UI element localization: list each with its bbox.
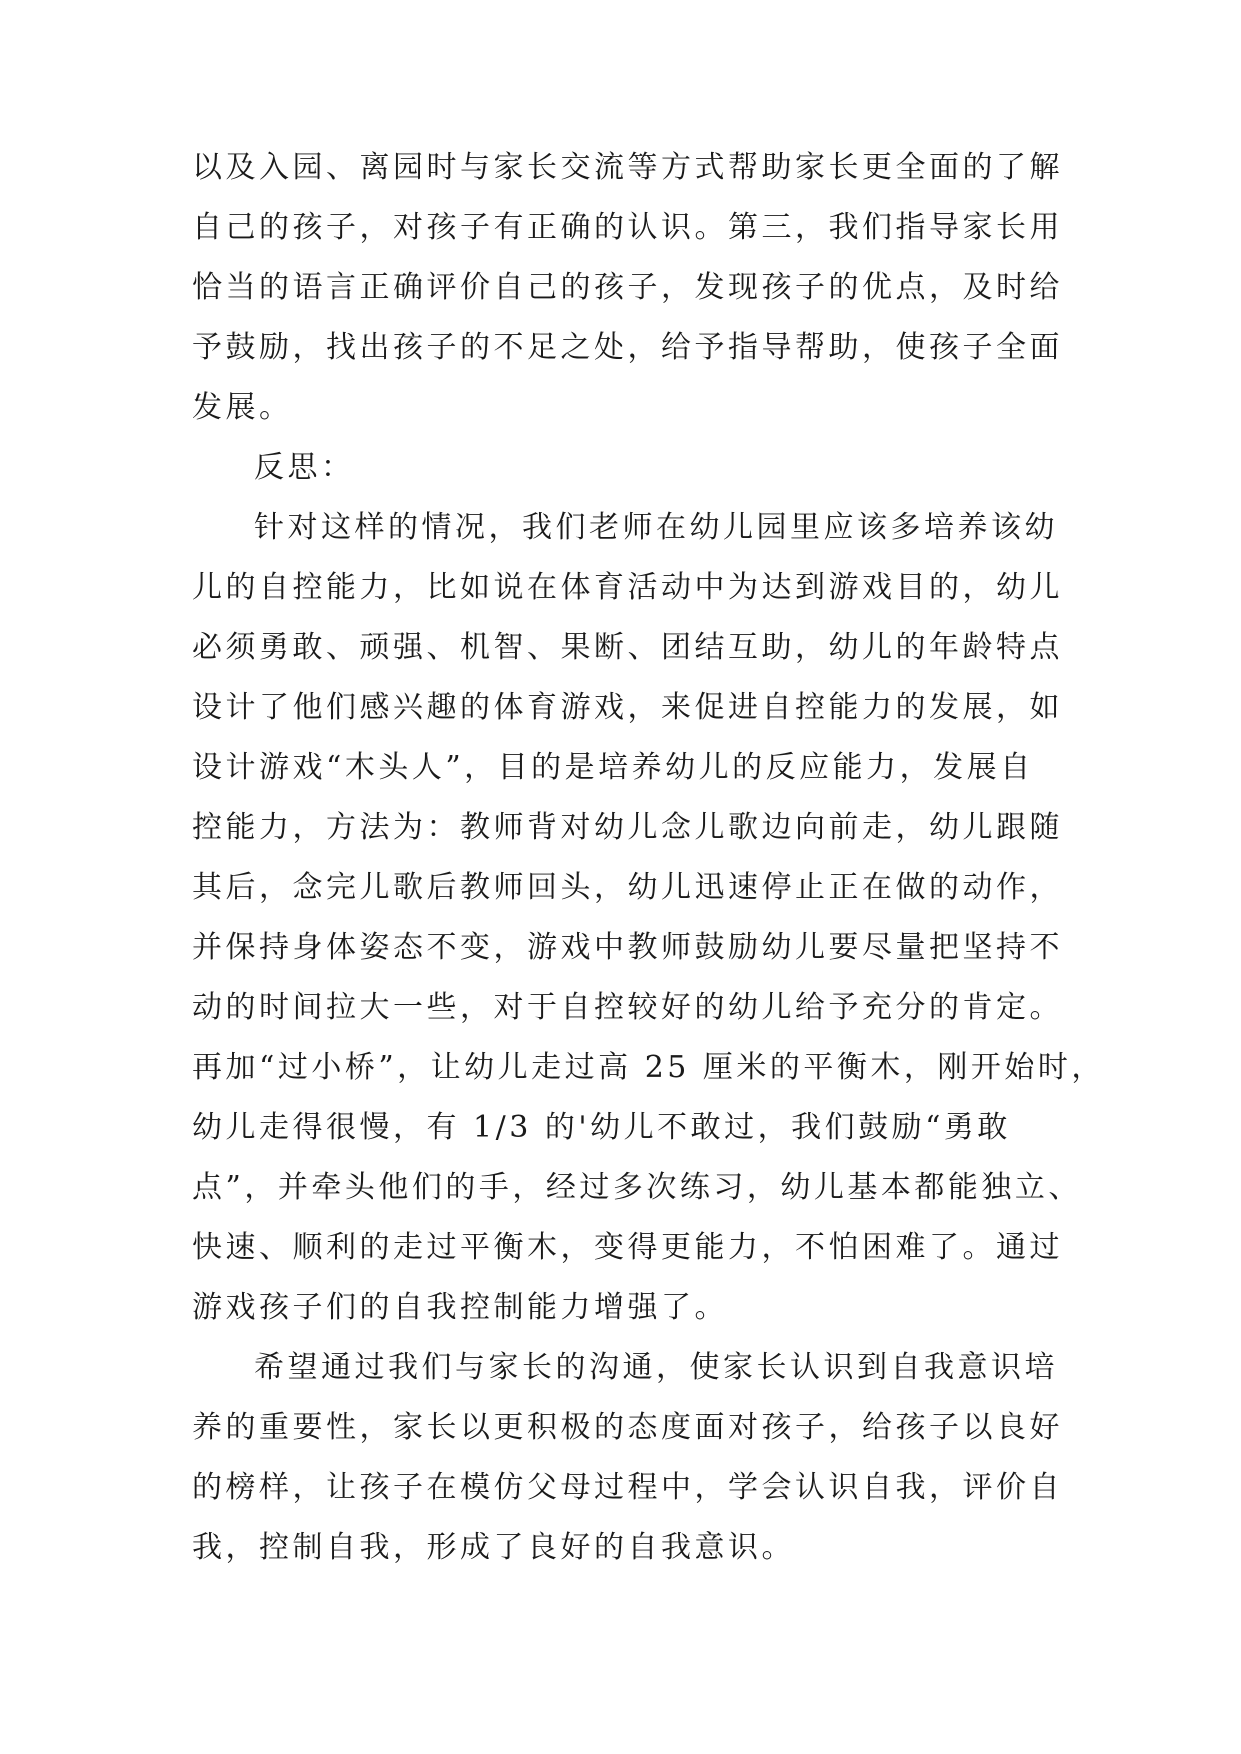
body-text-line: 再加“过小桥”，让幼儿走过高 25 厘米的平衡木，刚开始时，	[192, 1050, 1105, 1085]
body-text-line: 控能力，方法为：教师背对幼儿念儿歌边向前走，幼儿跟随	[192, 810, 1063, 845]
body-text-line: 自己的孩子，对孩子有正确的认识。第三，我们指导家长用	[192, 210, 1063, 245]
body-text-line: 养的重要性，家长以更积极的态度面对孩子，给孩子以良好	[192, 1410, 1063, 1445]
body-text-line: 必须勇敢、顽强、机智、果断、团结互助，幼儿的年龄特点	[192, 630, 1063, 665]
body-text-line: 并保持身体姿态不变，游戏中教师鼓励幼儿要尽量把坚持不	[192, 930, 1063, 965]
section-heading: 反思：	[254, 450, 355, 485]
body-text-line: 其后，念完儿歌后教师回头，幼儿迅速停止正在做的动作，	[192, 870, 1063, 905]
body-text-line: 设计了他们感兴趣的体育游戏，来促进自控能力的发展，如	[192, 690, 1063, 725]
body-text-line: 设计游戏“木头人”，目的是培养幼儿的反应能力，发展自	[192, 750, 1034, 785]
body-text-line: 发展。	[192, 390, 293, 425]
body-text-line: 恰当的语言正确评价自己的孩子，发现孩子的优点，及时给	[192, 270, 1063, 305]
body-text-line: 我，控制自我，形成了良好的自我意识。	[192, 1530, 795, 1565]
body-text-line: 点”，并牵头他们的手，经过多次练习，幼儿基本都能独立、	[192, 1170, 1082, 1205]
body-text-line: 快速、顺利的走过平衡木，变得更能力，不怕困难了。通过	[192, 1230, 1063, 1265]
body-text-line: 游戏孩子们的自我控制能力增强了。	[192, 1290, 728, 1325]
body-text-line: 予鼓励，找出孩子的不足之处，给予指导帮助，使孩子全面	[192, 330, 1063, 365]
body-text-line: 儿的自控能力，比如说在体育活动中为达到游戏目的，幼儿	[192, 570, 1063, 605]
body-text-line: 针对这样的情况，我们老师在幼儿园里应该多培养该幼	[254, 510, 1058, 545]
body-text-line: 希望通过我们与家长的沟通，使家长认识到自我意识培	[254, 1350, 1058, 1385]
body-text-line: 动的时间拉大一些，对于自控较好的幼儿给予充分的肯定。	[192, 990, 1063, 1025]
body-text-line: 以及入园、离园时与家长交流等方式帮助家长更全面的了解	[192, 150, 1063, 185]
body-text-line: 幼儿走得很慢，有 1/3 的'幼儿不敢过，我们鼓励“勇敢	[192, 1110, 1011, 1145]
body-text-line: 的榜样，让孩子在模仿父母过程中，学会认识自我，评价自	[192, 1470, 1063, 1505]
